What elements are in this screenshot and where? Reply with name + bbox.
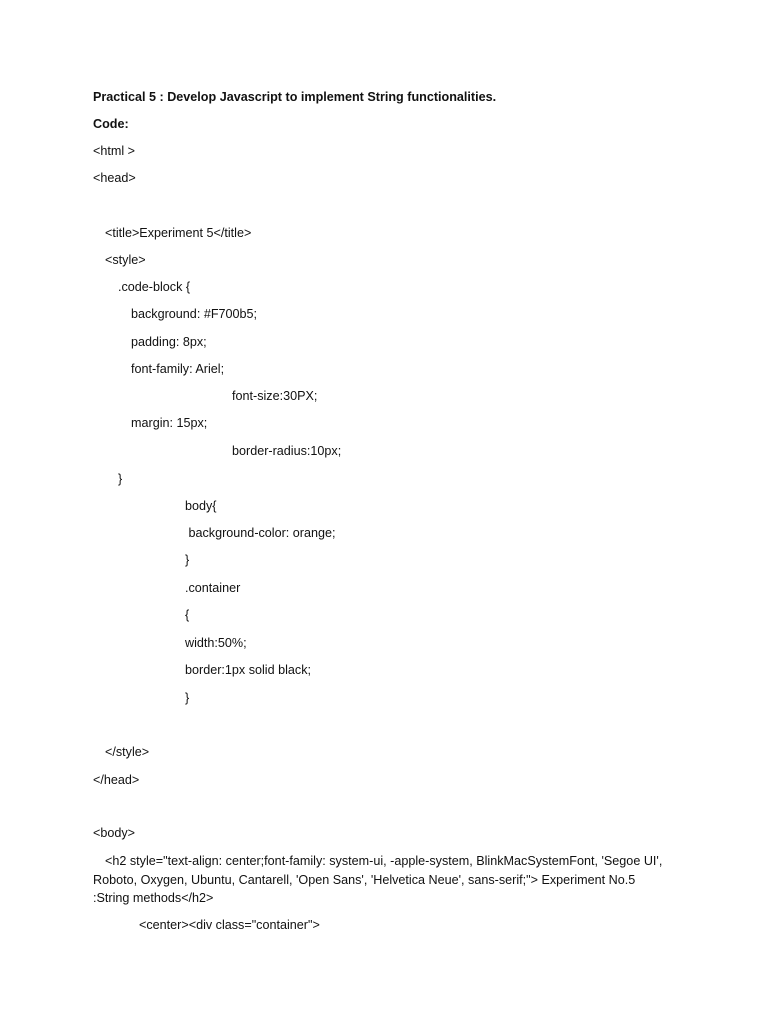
code-line: <body> <box>93 826 136 840</box>
code-line: .container <box>185 581 241 595</box>
document-heading: Practical 5 : Develop Javascript to implement String functionalities. <box>93 90 497 104</box>
code-line: <html > <box>93 144 135 158</box>
code-line: width:50%; <box>185 636 247 650</box>
code-label: Code: <box>93 117 129 131</box>
code-line: border-radius:10px; <box>232 444 342 458</box>
code-line: } <box>185 553 190 567</box>
code-line: padding: 8px; <box>131 335 207 349</box>
code-line: margin: 15px; <box>131 416 208 430</box>
code-paragraph: <h2 style="text-align: center;font-family: system-ui, -apple-system, BlinkMacSystemFont, 'Segoe UI', Roboto, Oxygen, Ubuntu, Cantarell, 'Open Sans', 'Helvetica Neue', sans-serif;"> Experiment No.5 :String methods</h2> <box>93 854 663 905</box>
code-line: font-family: Ariel; <box>131 362 225 376</box>
code-line: border:1px solid black; <box>185 663 312 677</box>
code-line: </head> <box>93 773 140 787</box>
code-line: font-size:30PX; <box>232 389 318 403</box>
code-line: { <box>185 608 190 622</box>
code-line: background: #F700b5; <box>131 307 258 321</box>
code-line: <style> <box>105 253 146 267</box>
code-line: } <box>118 472 123 486</box>
code-line: </style> <box>105 745 150 759</box>
code-line: body{ <box>185 499 217 513</box>
code-line: background-color: orange; <box>185 526 336 540</box>
code-line: .code-block { <box>118 280 191 294</box>
code-line: } <box>185 691 190 705</box>
code-line: <title>Experiment 5</title> <box>105 226 252 240</box>
code-line: <center><div class="container"> <box>139 918 320 932</box>
code-line: <head> <box>93 171 136 185</box>
